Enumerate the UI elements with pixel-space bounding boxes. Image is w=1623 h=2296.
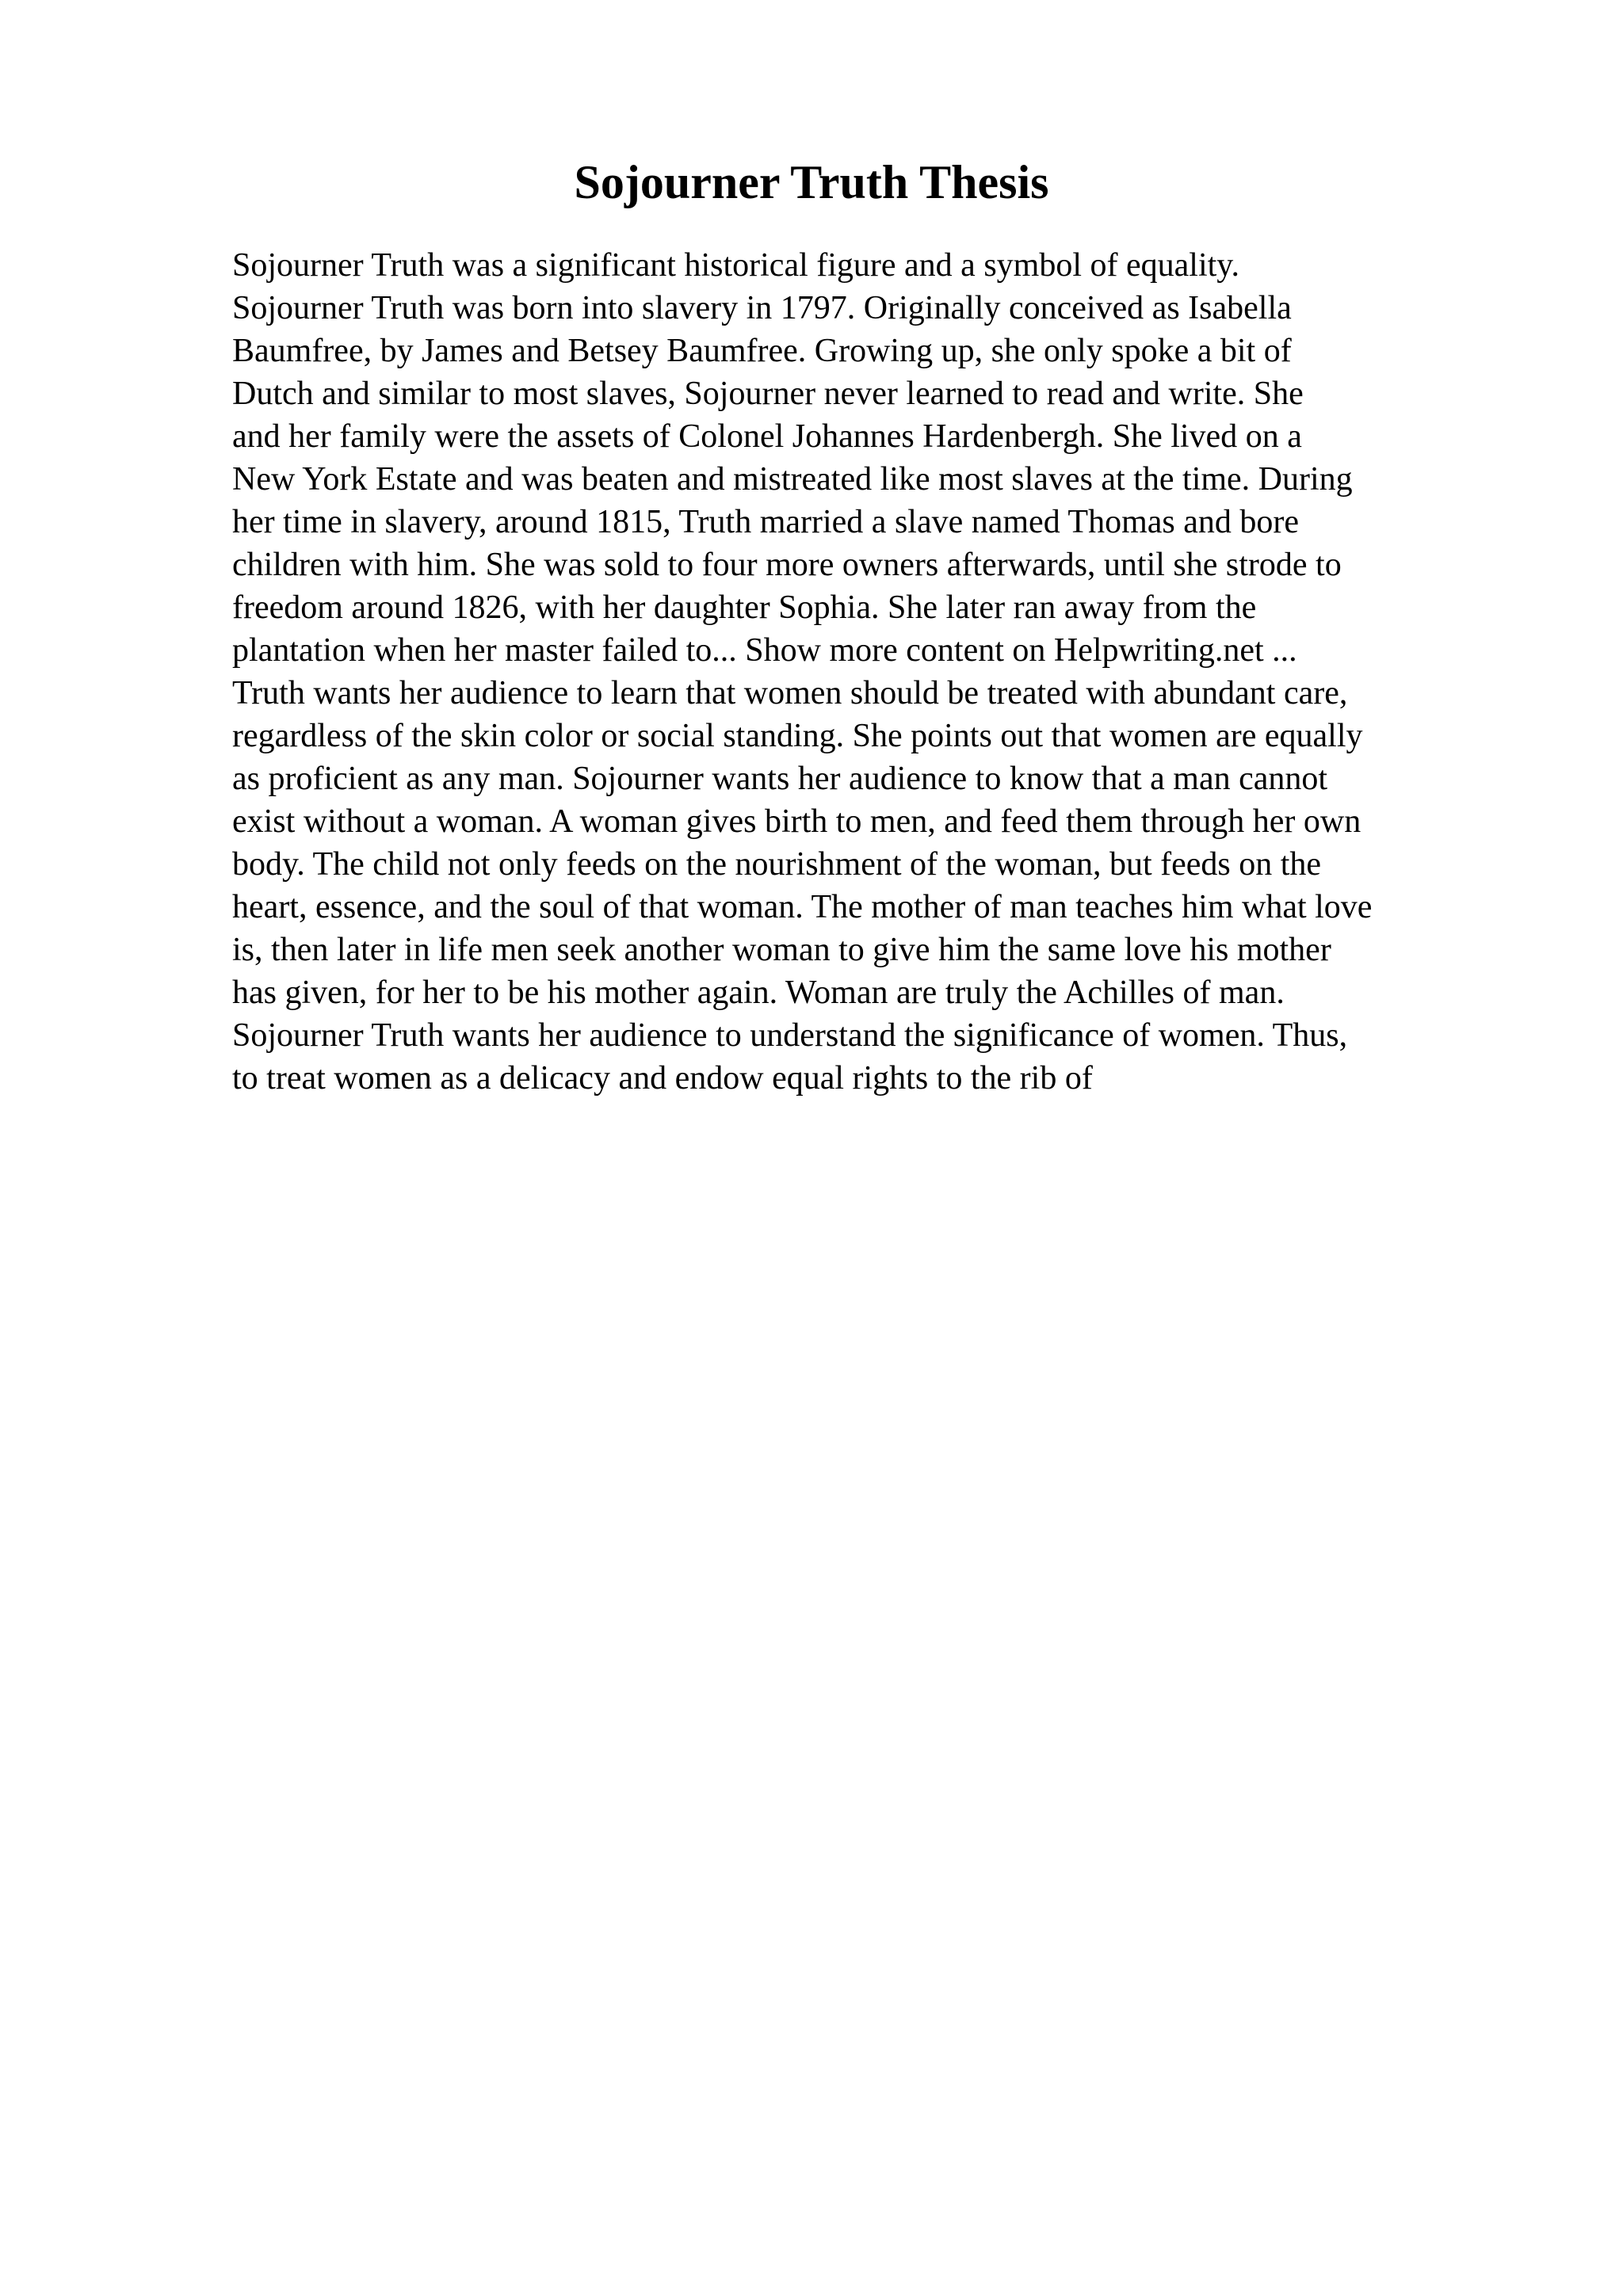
body-line: Baumfree, by James and Betsey Baumfree. Growing up, she only spoke a bit of [232,333,1292,369]
body-line: has given, for her to be his mother again. Woman are truly the Achilles of man. [232,974,1285,1011]
body-line: Truth wants her audience to learn that women should be treated with abundant care, [232,675,1348,711]
body-line: Sojourner Truth was a significant historical figure and a symbol of equality. [232,247,1240,284]
body-line: New York Estate and was beaten and mistreated like most slaves at the time. During [232,461,1353,498]
body-line: her time in slavery, around 1815, Truth married a slave named Thomas and bore [232,504,1300,540]
body-line: and her family were the assets of Colonel Johannes Hardenbergh. She lived on a [232,418,1302,455]
body-line: body. The child not only feeds on the nourishment of the woman, but feeds on the [232,846,1322,883]
body-line: Dutch and similar to most slaves, Sojourner never learned to read and write. She [232,376,1304,412]
body-line: regardless of the skin color or social standing. She points out that women are equally [232,718,1363,754]
body-line: freedom around 1826, with her daughter Sophia. She later ran away from the [232,589,1257,626]
page-title: Sojourner Truth Thesis [574,156,1049,208]
body-line: is, then later in life men seek another woman to give him the same love his mother [232,932,1331,968]
body-line: Sojourner Truth wants her audience to understand the significance of women. Thus, [232,1017,1348,1054]
body-line: plantation when her master failed to... Show more content on Helpwriting.net ... [232,632,1297,669]
body-line: to treat women as a delicacy and endow equal rights to the rib of [232,1060,1093,1097]
body-line: heart, essence, and the soul of that woman. The mother of man teaches him what love [232,889,1373,925]
body-line: Sojourner Truth was born into slavery in 1797. Originally conceived as Isabella [232,290,1292,326]
body-line: exist without a woman. A woman gives birth to men, and feed them through her own [232,803,1361,840]
body-line: as proficient as any man. Sojourner wants her audience to know that a man cannot [232,761,1328,797]
body-text [232,244,1516,1100]
body-line: children with him. She was sold to four more owners afterwards, until she strode to [232,547,1342,583]
